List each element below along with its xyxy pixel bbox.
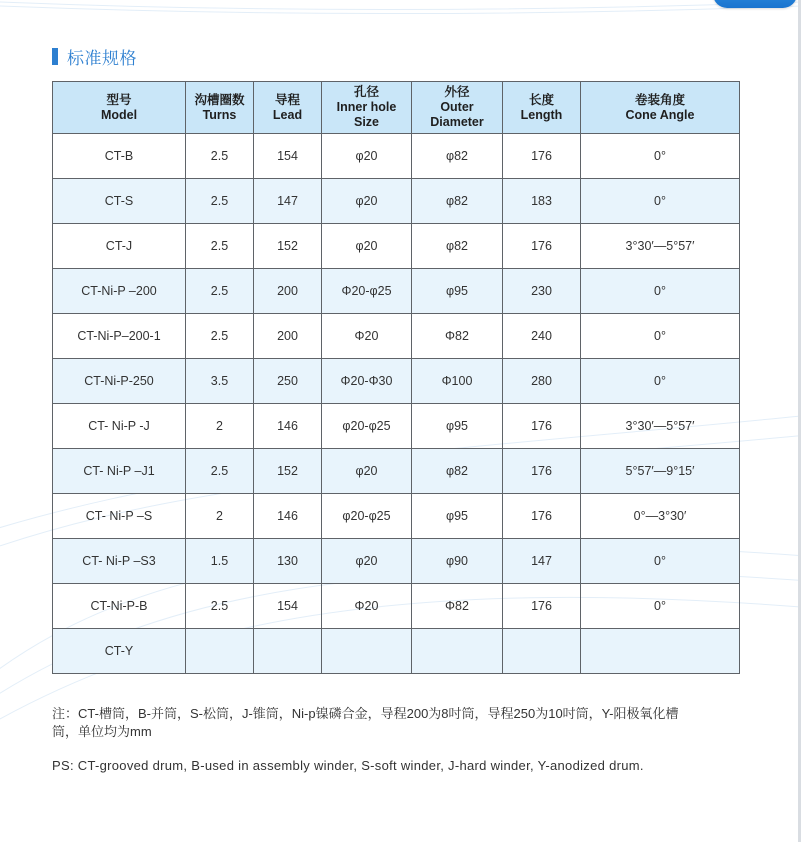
cell-model: CT-Ni-P –200: [53, 269, 186, 314]
cell-cone-angle: 3°30′—5°57′: [581, 224, 740, 269]
cell-lead: 154: [254, 584, 322, 629]
header-inner-hole-en: Inner hole: [336, 100, 397, 114]
header-cone-angle: [581, 82, 740, 134]
cell-turns: 3.5: [186, 359, 254, 404]
cell-turns: 2.5: [186, 179, 254, 224]
note-text: 注：CT-槽筒，B-并筒，S-松筒，J-锥筒，Ni-p镍磷合金，导程200为8吋筒，导程250为10吋筒，Y-阳极氧化槽筒，单位均为mm: [52, 706, 679, 739]
cell-length: 183: [503, 179, 581, 224]
cell-model: CT-J: [53, 224, 186, 269]
cell-model: CT-Y: [53, 629, 186, 674]
header-inner-hole-en2: Size: [353, 115, 379, 129]
cell-cone-angle: 0°: [581, 359, 740, 404]
cell-outer-diameter: Φ100: [412, 359, 503, 404]
ps-text: PS: CT-grooved drum, B-used in assembly winder, S-soft winder, J-hard winder, Y-anodized drum.: [52, 758, 644, 773]
cell-outer-diameter: Φ82: [412, 314, 503, 359]
table-row: [53, 134, 740, 179]
cell-length: 147: [503, 539, 581, 584]
section-heading: [52, 45, 137, 67]
cell-lead: 152: [254, 449, 322, 494]
cell-outer-diameter: φ95: [412, 494, 503, 539]
table-row: [53, 179, 740, 224]
cell-model: CT- Ni-P -J: [53, 404, 186, 449]
cell-lead: 152: [254, 224, 322, 269]
cell-length: 280: [503, 359, 581, 404]
cell-inner-hole: Φ20: [322, 584, 412, 629]
header-inner-hole-zh: 孔径: [353, 85, 379, 99]
cell-inner-hole: φ20: [322, 539, 412, 584]
cell-lead: 154: [254, 134, 322, 179]
cell-outer-diameter: φ82: [412, 179, 503, 224]
cell-turns: 2.5: [186, 269, 254, 314]
cell-turns: 1.5: [186, 539, 254, 584]
cell-inner-hole: Φ20-Φ30: [322, 359, 412, 404]
cell-turns: 2.5: [186, 584, 254, 629]
table-row: [53, 449, 740, 494]
cell-model: CT- Ni-P –S3: [53, 539, 186, 584]
cell-lead: [254, 629, 322, 674]
cell-cone-angle: 0°: [581, 179, 740, 224]
cell-lead: 146: [254, 494, 322, 539]
cell-turns: 2.5: [186, 224, 254, 269]
cell-turns: [186, 629, 254, 674]
cell-model: CT- Ni-P –J1: [53, 449, 186, 494]
cell-outer-diameter: φ95: [412, 269, 503, 314]
cell-lead: 200: [254, 314, 322, 359]
cell-model: CT-B: [53, 134, 186, 179]
cell-cone-angle: 0°: [581, 584, 740, 629]
header-turns: [186, 82, 254, 134]
cell-inner-hole: φ20: [322, 179, 412, 224]
cell-cone-angle: 0°: [581, 539, 740, 584]
table-header-row: [53, 82, 740, 134]
cell-inner-hole: Φ20-φ25: [322, 269, 412, 314]
cell-length: 176: [503, 584, 581, 629]
cell-lead: 250: [254, 359, 322, 404]
cell-outer-diameter: φ82: [412, 449, 503, 494]
header-cone-angle-zh: 卷装角度: [634, 92, 685, 107]
table-row: [53, 494, 740, 539]
cell-cone-angle: 5°57′—9°15′: [581, 449, 740, 494]
header-outer-diameter-zh: 外径: [444, 85, 470, 99]
header-lead-en: Lead: [272, 107, 303, 122]
cell-model: CT- Ni-P –S: [53, 494, 186, 539]
cell-outer-diameter: φ95: [412, 404, 503, 449]
header-model-zh: 型号: [106, 92, 132, 107]
cell-length: 176: [503, 404, 581, 449]
table-row: [53, 539, 740, 584]
cell-inner-hole: φ20-φ25: [322, 494, 412, 539]
table-row: [53, 404, 740, 449]
header-lead-zh: 导程: [274, 92, 300, 107]
cell-lead: 147: [254, 179, 322, 224]
heading-marker: [52, 48, 58, 65]
cell-turns: 2: [186, 494, 254, 539]
cell-cone-angle: 0°: [581, 269, 740, 314]
header-inner-hole: [322, 82, 412, 134]
cell-turns: 2.5: [186, 134, 254, 179]
cell-inner-hole: Φ20: [322, 314, 412, 359]
cell-outer-diameter: φ90: [412, 539, 503, 584]
spec-table: [52, 81, 740, 674]
table-row: [53, 269, 740, 314]
cell-cone-angle: 0°—3°30′: [581, 494, 740, 539]
top-nav-tab[interactable]: [713, 0, 797, 8]
header-length-en: Length: [520, 107, 563, 122]
section-title: 标准规格: [67, 48, 137, 68]
header-outer-diameter-en: Outer: [440, 100, 474, 114]
cell-outer-diameter: [412, 629, 503, 674]
header-model-en: Model: [100, 107, 138, 122]
cell-inner-hole: φ20: [322, 134, 412, 179]
header-cone-angle-en: Cone Angle: [625, 107, 695, 122]
header-length-zh: 长度: [528, 92, 554, 107]
cell-turns: 2: [186, 404, 254, 449]
table-row: [53, 629, 740, 674]
cell-length: 176: [503, 134, 581, 179]
header-outer-diameter: [412, 82, 503, 134]
cell-model: CT-Ni-P-B: [53, 584, 186, 629]
table-row: [53, 359, 740, 404]
cell-lead: 130: [254, 539, 322, 584]
cell-inner-hole: φ20: [322, 449, 412, 494]
cell-lead: 200: [254, 269, 322, 314]
cell-cone-angle: 3°30′—5°57′: [581, 404, 740, 449]
cell-model: CT-Ni-P-250: [53, 359, 186, 404]
table-row: [53, 314, 740, 359]
cell-cone-angle: [581, 629, 740, 674]
cell-model: CT-Ni-P–200-1: [53, 314, 186, 359]
header-turns-zh: 沟槽圈数: [194, 92, 245, 107]
cell-outer-diameter: φ82: [412, 224, 503, 269]
cell-turns: 2.5: [186, 314, 254, 359]
cell-inner-hole: [322, 629, 412, 674]
header-turns-en: Turns: [202, 107, 237, 122]
cell-lead: 146: [254, 404, 322, 449]
cell-outer-diameter: Φ82: [412, 584, 503, 629]
cell-inner-hole: φ20-φ25: [322, 404, 412, 449]
cell-length: [503, 629, 581, 674]
cell-length: 176: [503, 449, 581, 494]
cell-model: CT-S: [53, 179, 186, 224]
cell-cone-angle: 0°: [581, 314, 740, 359]
cell-turns: 2.5: [186, 449, 254, 494]
header-model: [53, 82, 186, 134]
cell-cone-angle: 0°: [581, 134, 740, 179]
cell-length: 176: [503, 494, 581, 539]
cell-length: 240: [503, 314, 581, 359]
header-length: [503, 82, 581, 134]
cell-length: 230: [503, 269, 581, 314]
header-lead: [254, 82, 322, 134]
cell-length: 176: [503, 224, 581, 269]
header-outer-diameter-en2: Diameter: [430, 115, 484, 129]
table-row: [53, 584, 740, 629]
cell-inner-hole: φ20: [322, 224, 412, 269]
table-row: [53, 224, 740, 269]
cell-outer-diameter: φ82: [412, 134, 503, 179]
